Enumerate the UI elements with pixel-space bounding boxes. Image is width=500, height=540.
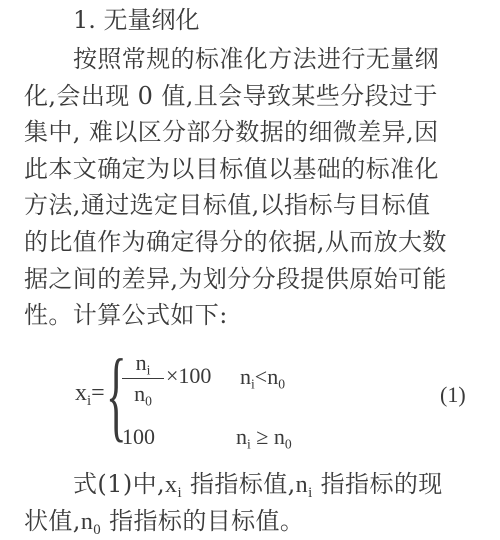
formula-lhs: $x_i=$ (75, 380, 105, 409)
body-paragraph (24, 41, 484, 334)
paragraph-line: 按照常规的标准化方法进行无量纲 (73, 45, 439, 73)
case2-condition: $n_i \ge n_0$ (236, 424, 292, 452)
paragraph-line: 化,会出现 0 值,且会导致某些分段过于 (24, 81, 438, 110)
fraction-bar (122, 378, 164, 379)
section-heading: 1. 无量纲化 (73, 6, 200, 34)
paragraph-line: 性。计算公式如下: (24, 301, 228, 330)
piecewise-formula (0, 339, 500, 460)
fraction-numerator: $n_i$ (135, 350, 151, 378)
case2-value: 100 (122, 424, 155, 449)
left-brace: { (106, 339, 127, 452)
fraction-denominator: $n_0$ (134, 381, 152, 409)
paragraph-line: 的比值作为确定得分的依据,从而放大数 (24, 227, 447, 256)
explanation-line: 式(1)中$,x_i$ 指指标值$,n_i$ 指指标的现 (73, 470, 443, 501)
paragraph-line: 此本文确定为以目标值以基础的标准化 (24, 154, 439, 183)
explanation-paragraph (24, 466, 484, 540)
multiplier: ×100 (166, 363, 212, 388)
explanation-line: 状值$,n_0$ 指指标的目标值。 (24, 507, 305, 538)
paragraph-line: 据之间的差异,为划分分段提供原始可能 (24, 264, 447, 293)
paragraph-line: 集中, 难以区分部分数据的细微差异,因 (24, 118, 439, 147)
equation-number: (1) (440, 382, 466, 407)
fraction (122, 350, 164, 407)
case1-condition: $n_i<n_0$ (240, 364, 286, 392)
paragraph-line: 方法,通过选定目标值,以指标与目标值 (24, 191, 431, 220)
